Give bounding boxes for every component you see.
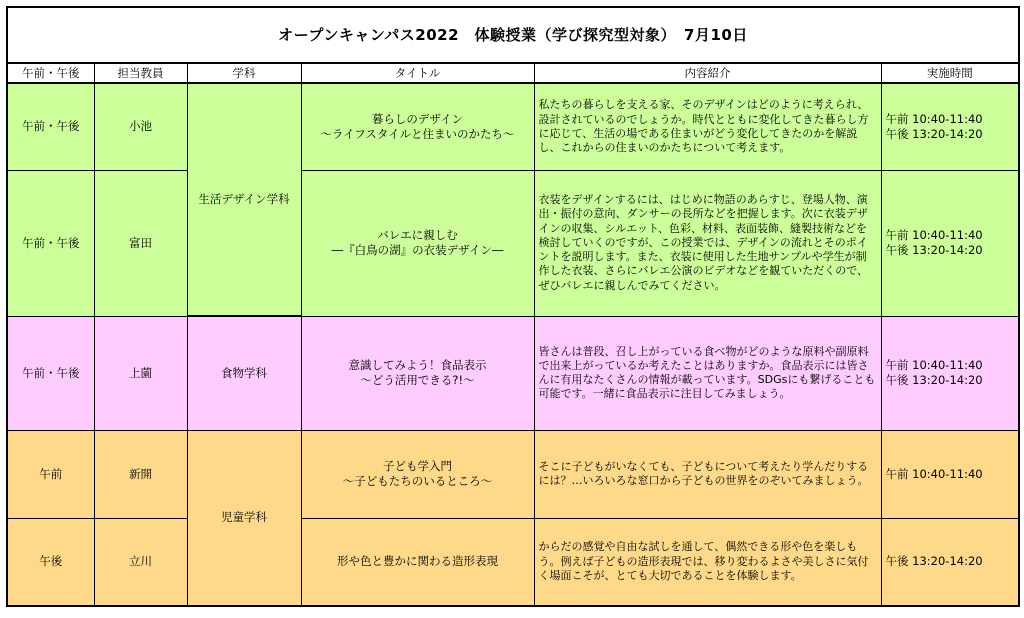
time-line: 午後 13:20-14:20: [885, 126, 983, 141]
content-cell: 衣装をデザインするには、はじめに物語のあらすじ、登場人物、演出・振付の意向、ダンサーの長所などを把握します。次に衣装デザインの収集、シルエット、色彩、材料、表面装飾、縫製技術などを検討していくのですが、この授業では、デザインの流れとそのポイントを説明します。また、衣装に使用した生地サンプルや学生が制作した衣装、さらにバレエ公演のビデオなどを観ていただくので、ぜひバレエに親しんでみてください。: [534, 170, 881, 316]
title-cell: [301, 170, 534, 316]
table-row: [7, 170, 1019, 316]
content-cell: そこに子どもがいなくても、子どもについて考えたり学んだりするには？…いろいろな窓口から子どもの世界をのぞいてみましょう。: [534, 430, 881, 518]
table-row: [7, 83, 1019, 170]
title-line: 意識してみよう！食品表示: [348, 358, 487, 372]
teacher-cell: 小池: [94, 83, 187, 170]
department-cell: 食物学科: [187, 316, 301, 430]
period-cell: 午前・午後: [7, 170, 94, 316]
period-cell: 午前・午後: [7, 83, 94, 170]
teacher-cell: 立川: [94, 518, 187, 606]
time-line: 午後 13:20-14:20: [885, 554, 983, 569]
table-row: [7, 430, 1019, 518]
period-cell: 午前: [7, 430, 94, 518]
header-period: 午前・午後: [7, 63, 94, 83]
time-line: 午前 10:40-11:40: [885, 466, 983, 481]
time-line: 午前 10:40-11:40: [885, 358, 983, 372]
title-cell: [301, 83, 534, 170]
teacher-cell: 新開: [94, 430, 187, 518]
table-row: [7, 316, 1019, 430]
content-cell: 皆さんは普段、召し上がっている食べ物がどのような原料や副原料で出来上がっているか考えたことはありますか。食品表示には皆さんに有用なたくさんの情報が載っています。SDGsにも繋げることも可能です。一緒に食品表示に注目してみましょう。: [534, 316, 881, 430]
title-cell: [301, 430, 534, 518]
time-cell: [881, 316, 1019, 430]
time-cell: [881, 170, 1019, 316]
header-content: 内容紹介: [534, 63, 881, 83]
time-cell: [881, 83, 1019, 170]
title-line: ～子どもたちのいるところ～: [342, 474, 493, 488]
table-row: [7, 518, 1019, 606]
period-cell: 午前・午後: [7, 316, 94, 430]
department-cell: 生活デザイン学科: [187, 83, 301, 316]
title-line: ～ライフスタイルと住まいのかたち～: [320, 126, 515, 141]
title-cell: [301, 518, 534, 606]
title-line: バレエに親しむ: [377, 228, 458, 242]
time-line: 午後 13:20-14:20: [885, 243, 983, 257]
header-department: 学科: [187, 63, 301, 83]
title-line: 暮らしのデザイン: [371, 111, 464, 126]
time-line: 午前 10:40-11:40: [885, 111, 983, 126]
teacher-cell: 上薗: [94, 316, 187, 430]
header-teacher: 担当教員: [94, 63, 187, 83]
header-title: タイトル: [301, 63, 534, 83]
period-cell: 午後: [7, 518, 94, 606]
page-title: オープンキャンパス2022 体験授業（学び探究型対象） 7月10日: [7, 7, 1019, 63]
title-cell: [301, 316, 534, 430]
department-cell: 児童学科: [187, 430, 301, 606]
time-line: 午後 13:20-14:20: [885, 373, 983, 387]
content-cell: からだの感覚や自由な試しを通して、偶然できる形や色を楽しもう。例えば子どもの造形表現では、移り変わるよさや美しさに気付く場面こそが、とても大切であることを体験します。: [534, 518, 881, 606]
schedule-table: [6, 6, 1020, 607]
title-line: 子ども学入門: [383, 459, 452, 473]
title-line: 形や色と豊かに関わる造形表現: [337, 554, 498, 569]
header-row: [7, 63, 1019, 83]
time-cell: [881, 430, 1019, 518]
content-cell: 私たちの暮らしを支える家、そのデザインはどのように考えられ、設計されているのでしょうか。時代とともに変化してきた暮らし方に応じて、生活の場である住まいがどう変化してきたのかを解説し、これからの住まいのかたちについて考えます。: [534, 83, 881, 170]
teacher-cell: 富田: [94, 170, 187, 316]
time-cell: [881, 518, 1019, 606]
title-line: ～どう活用できる?!～: [360, 373, 475, 387]
time-line: 午前 10:40-11:40: [885, 228, 983, 242]
title-line: ―『白鳥の湖』の衣装デザイン―: [331, 243, 504, 257]
header-time: 実施時間: [881, 63, 1019, 83]
